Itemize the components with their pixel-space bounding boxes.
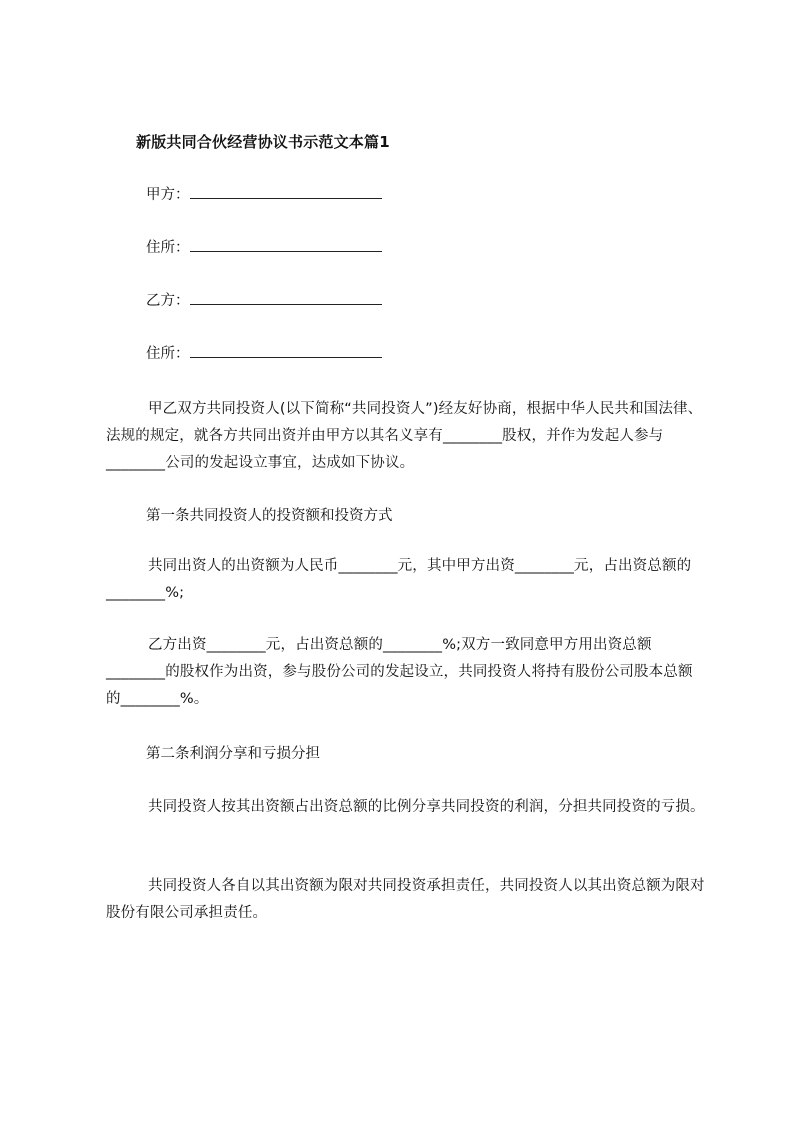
article-2-heading: 第二条利润分享和亏损分担 xyxy=(146,746,320,762)
party-a-address-blank xyxy=(190,239,382,252)
article-1-paragraph-2: 乙方出资________元，占出资总额的________%;双方一致同意甲方用出资总额________的股权作为出资，参与股份公司的发起设立，共同投资人将持有股份公司股本总额的________%。 xyxy=(106,637,693,707)
party-b-field xyxy=(146,292,382,310)
party-b-blank xyxy=(190,292,382,305)
article-1-heading: 第一条共同投资人的投资额和投资方式 xyxy=(146,508,393,524)
party-a-field xyxy=(146,186,382,204)
article-2-paragraph-1: 共同投资人按其出资额占出资总额的比例分享共同投资的利润，分担共同投资的亏损。 xyxy=(148,799,705,815)
party-b-address-field xyxy=(146,345,382,363)
article-1-paragraph-1: 共同出资人的出资额为人民币________元，其中甲方出资________元，占出资总额的________%; xyxy=(106,558,692,601)
party-b-label: 乙方： xyxy=(146,293,190,309)
party-a-blank xyxy=(190,186,382,199)
party-a-address-label: 住所： xyxy=(146,240,190,256)
article-2-paragraph-2: 共同投资人各自以其出资额为限对共同投资承担责任，共同投资人以其出资总额为限对股份有限公司承担责任。 xyxy=(106,878,705,921)
party-a-address-field xyxy=(146,239,382,257)
party-b-address-blank xyxy=(190,345,382,358)
document-title: 新版共同合伙经营协议书示范文本篇1 xyxy=(136,133,390,151)
party-b-address-label: 住所： xyxy=(146,346,190,362)
intro-paragraph: 甲乙双方共同投资人(以下简称“共同投资人”)经友好协商，根据中华人民共和国法律、法规的规定，就各方共同出资并由甲方以其名义享有________股权，并作为发起人参与________公司的发起设立事宜，达成如下协议。 xyxy=(106,401,703,471)
party-a-label: 甲方： xyxy=(146,187,190,203)
